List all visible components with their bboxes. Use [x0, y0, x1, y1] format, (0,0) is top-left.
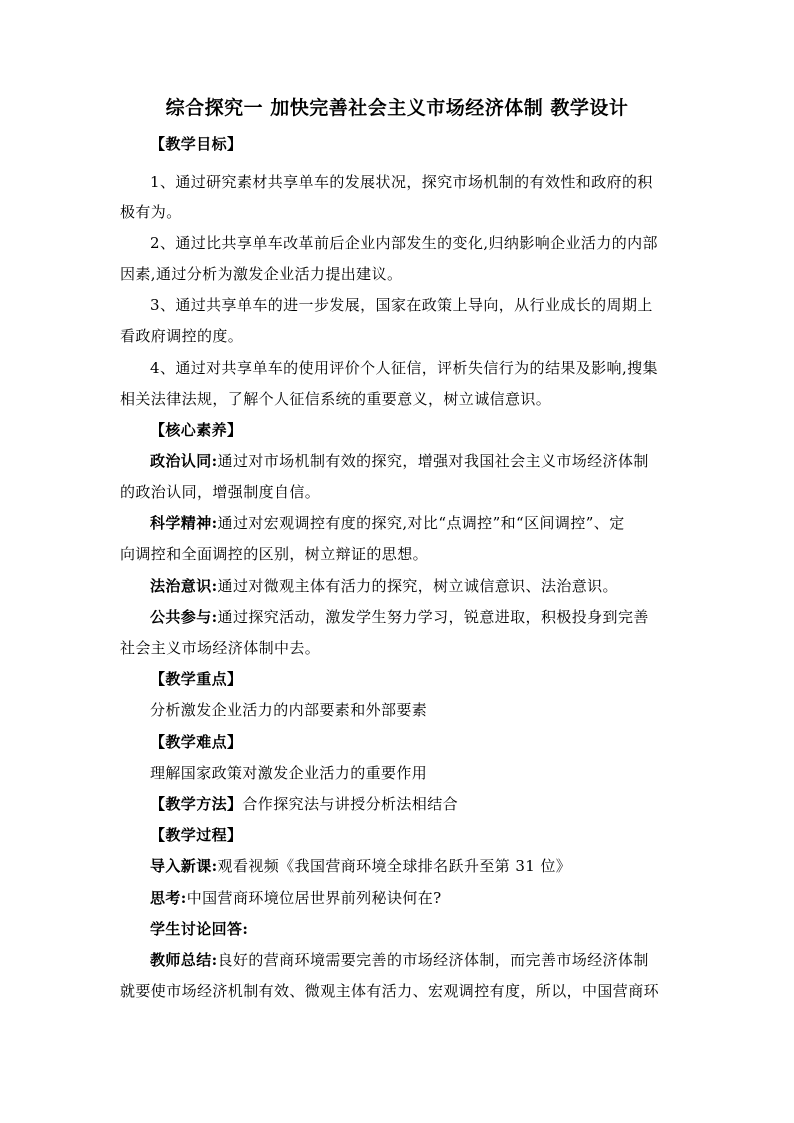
literacy-science-line-1 [150, 511, 680, 535]
literacy-political-line-1 [150, 449, 680, 473]
objective-4-line-2: 相关法律法规，了解个人征信系统的重要意义，树立诚信意识。 [120, 390, 552, 408]
objectives-heading: 【教学目标】 [150, 135, 243, 153]
think-line [150, 886, 680, 910]
literacy-law-text: 通过对微观主体有活力的探究，树立诚信意识、法治意识。 [217, 577, 618, 595]
summary-label: 教师总结: [150, 951, 218, 969]
intro-line [150, 854, 680, 878]
summary-text-1: 良好的营商环境需要完善的市场经济体制，而完善市场经济体制 [217, 951, 649, 969]
literacy-public-line-2: 社会主义市场经济体制中去。 [120, 639, 321, 657]
literacy-public-label: 公共参与: [150, 608, 218, 626]
literacy-political-label: 政治认同: [150, 452, 218, 470]
literacy-public-line-1 [150, 605, 680, 629]
intro-label: 导入新课: [150, 857, 218, 875]
document-title: 综合探究一 加快完善社会主义市场经济体制 教学设计 [165, 97, 629, 119]
objective-3-line-2: 看政府调控的度。 [120, 327, 244, 345]
difficulty-heading: 【教学难点】 [150, 733, 243, 751]
method-text: 合作探究法与讲授分析法相结合 [242, 795, 459, 813]
literacy-heading: 【核心素养】 [150, 421, 243, 439]
literacy-science-text: 通过对宏观调控有度的探究,对比“点调控”和“区间调控”、定 [217, 514, 625, 532]
process-heading: 【教学过程】 [150, 826, 243, 844]
literacy-political-line-2: 的政治认同，增强制度自信。 [120, 483, 321, 501]
objective-2-line-2: 因素,通过分析为激发企业活力提出建议。 [120, 265, 403, 283]
key-heading: 【教学重点】 [150, 670, 243, 688]
objective-1-line-1: 1、通过研究素材共享单车的发展状况，探究市场机制的有效性和政府的积 [150, 173, 653, 191]
summary-line-1 [150, 948, 680, 972]
discuss-label: 学生讨论回答: [150, 920, 249, 938]
literacy-science-label: 科学精神: [150, 514, 218, 532]
summary-line-2: 就要使市场经济机制有效、微观主体有活力、宏观调控有度，所以，中国营商环 [120, 982, 660, 1000]
think-text: 中国营商环境位居世界前列秘诀何在? [186, 889, 442, 907]
literacy-public-text: 通过探究活动，激发学生努力学习，锐意进取，积极投身到完善 [217, 608, 649, 626]
think-label: 思考: [150, 889, 187, 907]
literacy-law-line-1 [150, 574, 680, 598]
intro-text: 观看视频《我国营商环境全球排名跃升至第 31 位》 [217, 857, 572, 875]
literacy-science-line-2: 向调控和全面调控的区别，树立辩证的思想。 [120, 545, 429, 563]
objective-4-line-1: 4、通过对共享单车的使用评价个人征信，评析失信行为的结果及影响,搜集 [150, 359, 658, 377]
method-heading: 【教学方法】 [150, 795, 243, 813]
literacy-political-text: 通过对市场机制有效的探究，增强对我国社会主义市场经济体制 [217, 452, 649, 470]
objective-2-line-1: 2、通过比共享单车改革前后企业内部发生的变化,归纳影响企业活力的内部 [150, 234, 658, 252]
literacy-law-label: 法治意识: [150, 577, 218, 595]
key-text: 分析激发企业活力的内部要素和外部要素 [150, 701, 428, 719]
method-line [150, 792, 680, 816]
objective-1-line-2: 极有为。 [120, 203, 182, 221]
difficulty-text: 理解国家政策对激发企业活力的重要作用 [150, 764, 428, 782]
objective-3-line-1: 3、通过共享单车的进一步发展，国家在政策上导向，从行业成长的周期上 [150, 296, 653, 314]
